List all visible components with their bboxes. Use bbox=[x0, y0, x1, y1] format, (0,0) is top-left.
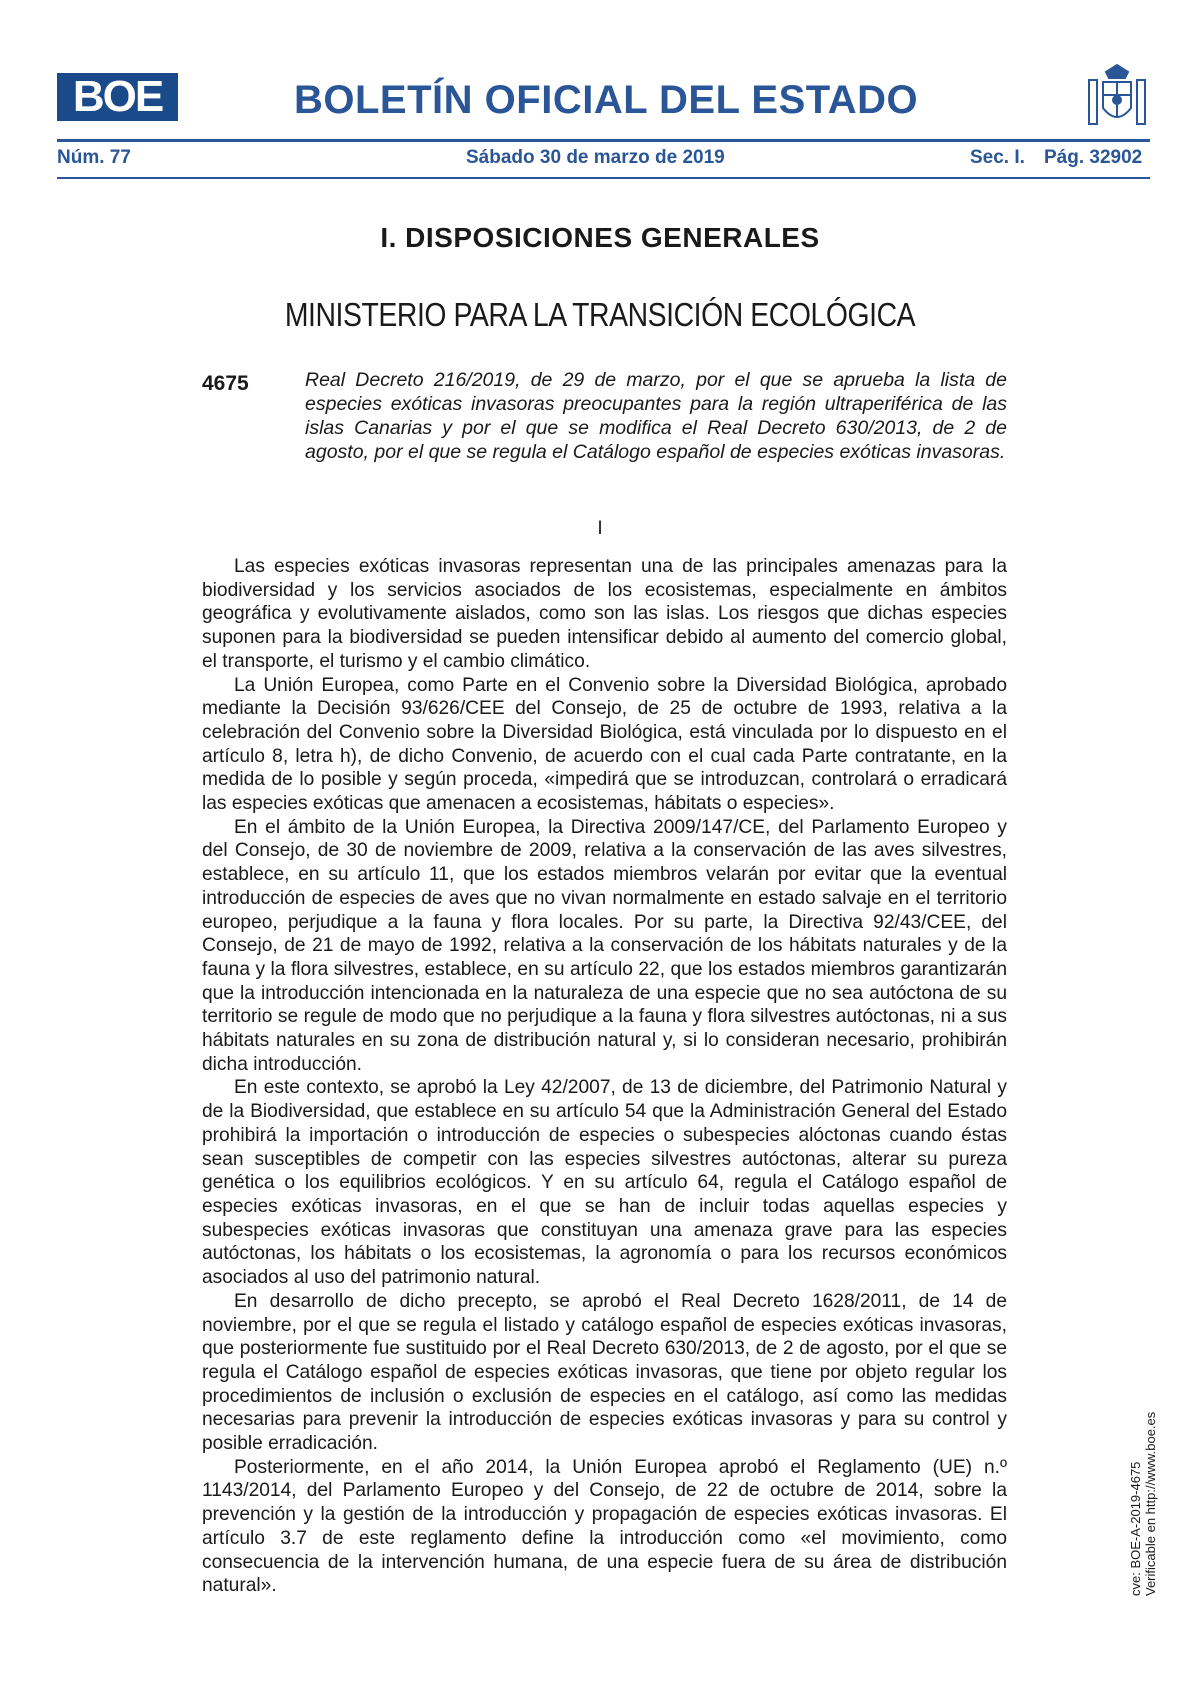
site-title: BOLETÍN OFICIAL DEL ESTADO bbox=[294, 78, 919, 122]
header-rule-bottom bbox=[57, 177, 1150, 179]
verify-url: Verificable en http://www.boe.es bbox=[1143, 1411, 1158, 1596]
chapter-heading: I bbox=[597, 518, 603, 539]
document-body bbox=[202, 555, 1007, 1598]
section-title: I. DISPOSICIONES GENERALES bbox=[380, 222, 820, 253]
body-paragraph: Posteriormente, en el año 2014, la Unión Europea aprobó el Reglamento (UE) n.º 1143/2014, del Parlamento Europeo y del Consejo, de 22 de octubre de 2014, sobre la prevención y la gestión de la introducción y propagación de especies exóticas invasoras. El artículo 3.7 de este reglamento define la introducción como «el movimiento, como consecuencia de la intervención humana, de una especie fuera de su área de distribución natural». bbox=[202, 1456, 1007, 1597]
boe-logo: BOE bbox=[57, 73, 178, 121]
coat-of-arms-icon bbox=[1084, 62, 1150, 132]
body-paragraph: En el ámbito de la Unión Europea, la Directiva 2009/147/CE, del Parlamento Europeo y del Consejo, de 30 de noviembre de 2009, relativa a la conservación de las aves silvestres, establece, en su artículo 11, que los estados miembros velarán por evitar que la eventual introducción de especies de aves que no vivan normalmente en estado salvaje en el territorio europeo, perjudique a la fauna y flora locales. Por su parte, la Directiva 92/43/CEE, del Consejo, de 21 de mayo de 1992, relativa a la conservación de los hábitats naturales y de la fauna y la flora silvestres, establece, en su artículo 22, que los estados miembros garantizarán que la introducción intencionada en la naturaleza de una especie que no sea autóctona de su territorio se regule de modo que no perjudique a la fauna y flora silvestres autóctonas, ni a sus hábitats naturales en su zona de distribución natural y, si lo consideran necesario, prohibirán dicha introducción. bbox=[202, 816, 1007, 1075]
cve-code: cve: BOE-A-2019-4675 bbox=[1128, 1461, 1143, 1596]
body-paragraph: Las especies exóticas invasoras representan una de las principales amenazas para la biodiversidad y los servicios asociados de los ecosistemas, especialmente en ámbitos geográfica y evolutivamente aislados, como son las islas. Los riesgos que dichas especies suponen para la biodiversidad se pueden intensificar debido al aumento del comercio global, el transporte, el turismo y el cambio climático. bbox=[202, 556, 1007, 672]
page-number: Pág. 32902 bbox=[1044, 147, 1143, 168]
article-title: Real Decreto 216/2019, de 29 de marzo, por el que se aprueba la lista de especies exóticas invasoras preocupantes para la región ultraperiférica de las islas Canarias y por el que se modifica el Real Decreto 630/2013, de 2 de agosto, por el que se regula el Catálogo español de especies exóticas invasoras. bbox=[305, 369, 1007, 463]
ministry-title: MINISTERIO PARA LA TRANSICIÓN ECOLÓGICA bbox=[284, 296, 916, 333]
body-paragraph: La Unión Europea, como Parte en el Convenio sobre la Diversidad Biológica, aprobado mediante la Decisión 93/626/CEE del Consejo, de 25 de octubre de 1993, relativa a la celebración del Convenio sobre la Diversidad Biológica, está vinculada por lo dispuesto en el artículo 8, letra h), de dicho Convenio, de acuerdo con el cual cada Parte contratante, en la medida de lo posible y según proceda, «impedirá que se introduzcan, controlará o erradicará las especies exóticas que amenacen a ecosistemas, hábitats o especies». bbox=[202, 674, 1007, 815]
section-label: Sec. I. bbox=[970, 147, 1025, 168]
article-number: 4675 bbox=[202, 372, 249, 395]
issue-date: Sábado 30 de marzo de 2019 bbox=[466, 147, 725, 168]
body-paragraph: En desarrollo de dicho precepto, se aprobó el Real Decreto 1628/2011, de 14 de noviembre, por el que se regula el listado y catálogo español de especies exóticas invasoras, que posteriormente fue sustituido por el Real Decreto 630/2013, de 2 de agosto, por el que se regula el Catálogo español de especies exóticas invasoras, que tiene por objeto regular los procedimientos de inclusión o exclusión de especies en el catálogo, así como las medidas necesarias para prevenir la introducción de especies exóticas invasoras y para su control y posible erradicación. bbox=[202, 1290, 1007, 1455]
cve-verification bbox=[1128, 1412, 1158, 1596]
header-rule-top bbox=[57, 139, 1150, 142]
issue-number: Núm. 77 bbox=[57, 147, 131, 168]
body-paragraph: En este contexto, se aprobó la Ley 42/2007, de 13 de diciembre, del Patrimonio Natural y de la Biodiversidad, que establece en su artículo 54 que la Administración General del Estado prohibirá la importación o introducción de especies o subespecies alóctonas cuando éstas sean susceptibles de competir con las especies silvestres autóctonas, alterar su pureza genética o los equilibrios ecológicos. Y en su artículo 64, regula el Catálogo español de especies exóticas invasoras, en el que se han de incluir todas aquellas especies y subespecies exóticas invasoras que constituyan una amenaza grave para las especies autóctonas, los hábitats o los ecosistemas, la agronomía o para los recursos económicos asociados al uso del patrimonio natural. bbox=[202, 1077, 1007, 1289]
